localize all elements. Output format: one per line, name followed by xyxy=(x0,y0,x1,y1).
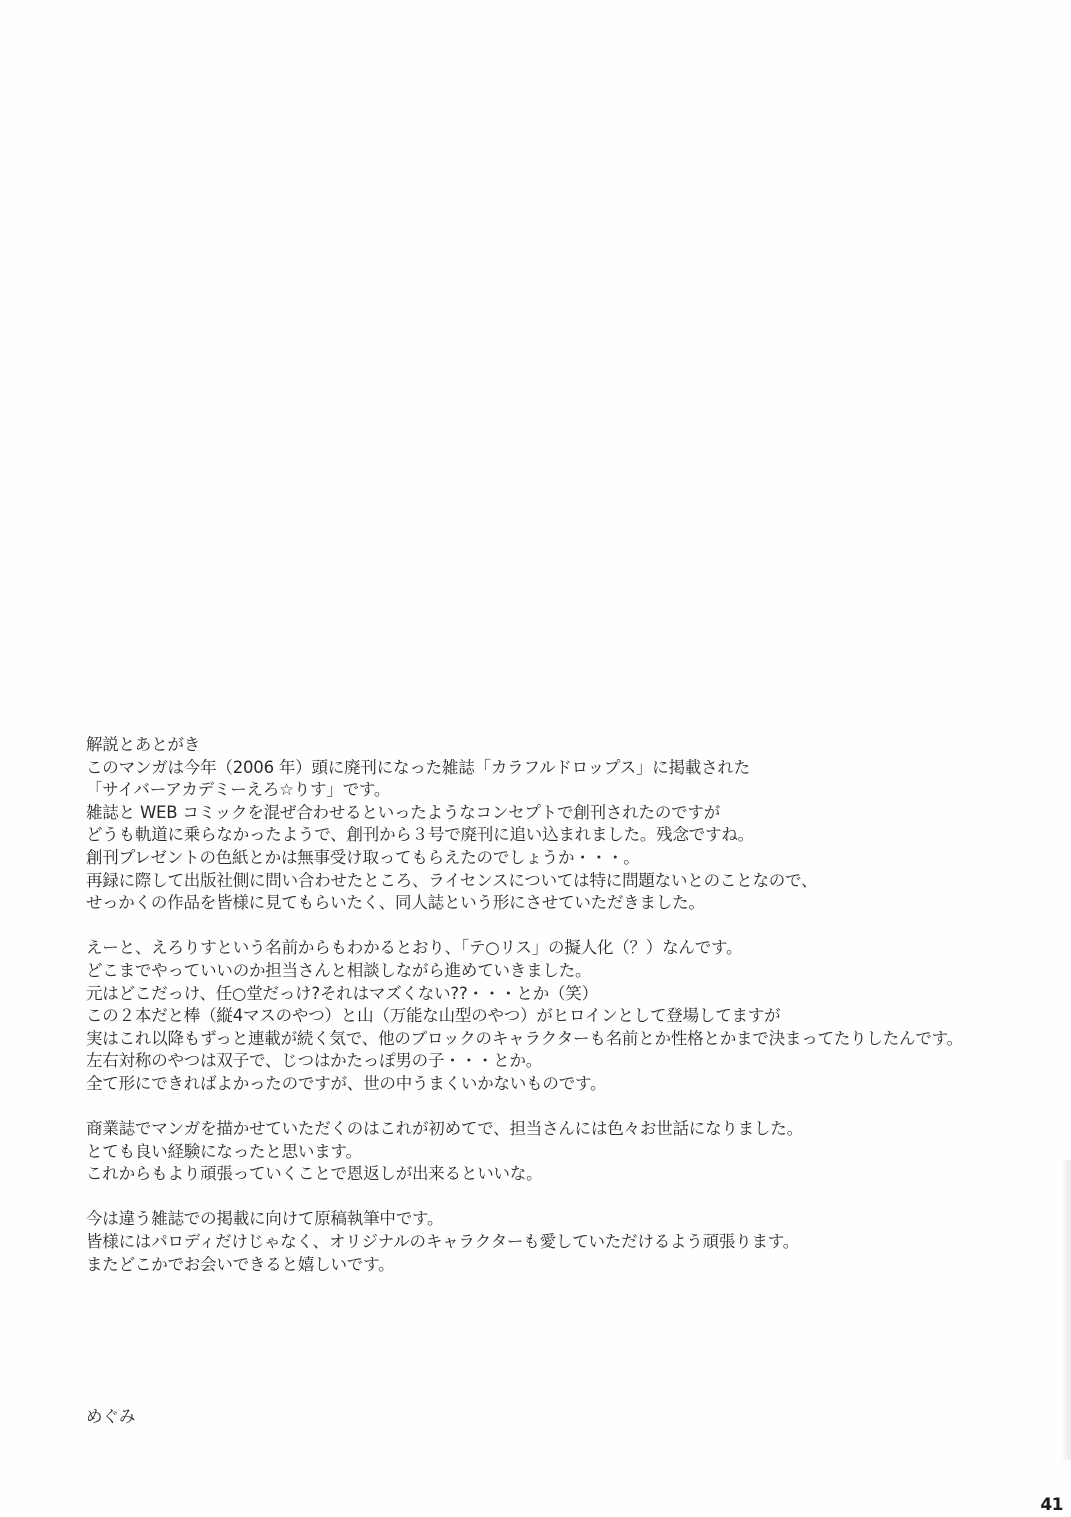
text-line: 実はこれ以降もずっと連載が続く気で、他のブロックのキャラクターも名前とか性格とかまで決まってたりしたんです。 xyxy=(86,1028,963,1048)
text-line: 創刊プレゼントの色紙とかは無事受け取ってもらえたのでしょうか・・・。 xyxy=(86,847,640,867)
text-line: またどこかでお会いできると嬉しいです。 xyxy=(86,1254,395,1274)
afterword-heading: 解説とあとがき xyxy=(86,735,201,754)
text-line: とても良い経験になったと思います。 xyxy=(86,1141,362,1161)
text-line: 商業誌でマンガを描かせていただくのはこれが初めてで、担当さんには色々お世話になりました。 xyxy=(86,1119,803,1139)
paragraph-gap xyxy=(86,1186,1046,1209)
text-line: 元はどこだっけ、任○堂だっけ?それはマズくない??・・・とか（笑） xyxy=(86,983,598,1003)
afterword-text xyxy=(86,734,1046,1276)
text-line: 全て形にできればよかったのですが、世の中うまくいかないものです。 xyxy=(86,1073,607,1093)
paragraph-gap xyxy=(86,915,1046,938)
author-signature: めぐみ xyxy=(86,1407,136,1426)
text-line: 再録に際して出版社側に問い合わせたところ、ライセンスについては特に問題ないとのことなので、 xyxy=(86,870,818,890)
text-line: 「サイバーアカデミーえろ☆りす」です。 xyxy=(86,780,391,800)
text-line: これからもより頑張っていくことで恩返しが出来るといいな。 xyxy=(86,1164,543,1184)
text-line: 今は違う雑誌での掲載に向けて原稿執筆中です。 xyxy=(86,1209,444,1229)
page-number: 41 xyxy=(1040,1495,1063,1515)
text-line: このマンガは今年（2006 年）頭に廃刊になった雑誌「カラフルドロップス」に掲載された xyxy=(86,757,750,777)
text-line: 皆様にはパロディだけじゃなく、オリジナルのキャラクターも愛していただけるよう頑張ります。 xyxy=(86,1232,800,1252)
text-line: えーと、えろりすという名前からもわかるとおり、「テ○リス」の擬人化（？）なんです。 xyxy=(86,938,743,958)
paragraph-gap xyxy=(86,1096,1046,1119)
text-line: 雑誌と WEB コミックを混ぜ合わせるといったようなコンセプトで創刊されたのですが xyxy=(86,802,721,822)
text-line: どこまでやっていいのか担当さんと相談しながら進めていきました。 xyxy=(86,960,592,980)
page-edge-shadow xyxy=(1061,1160,1071,1460)
text-line: せっかくの作品を皆様に見てもらいたく、同人誌という形にさせていただきました。 xyxy=(86,893,705,913)
text-line: どうも軌道に乗らなかったようで、創刊から３号で廃刊に追い込まれました。残念ですね。 xyxy=(86,825,754,845)
text-line: 左右対称のやつは双子で、じつはかたっぽ男の子・・・とか。 xyxy=(86,1051,543,1071)
text-line: この２本だと棒（縦4マスのやつ）と山（万能な山型のやつ）がヒロインとして登場してますが xyxy=(86,1006,781,1026)
